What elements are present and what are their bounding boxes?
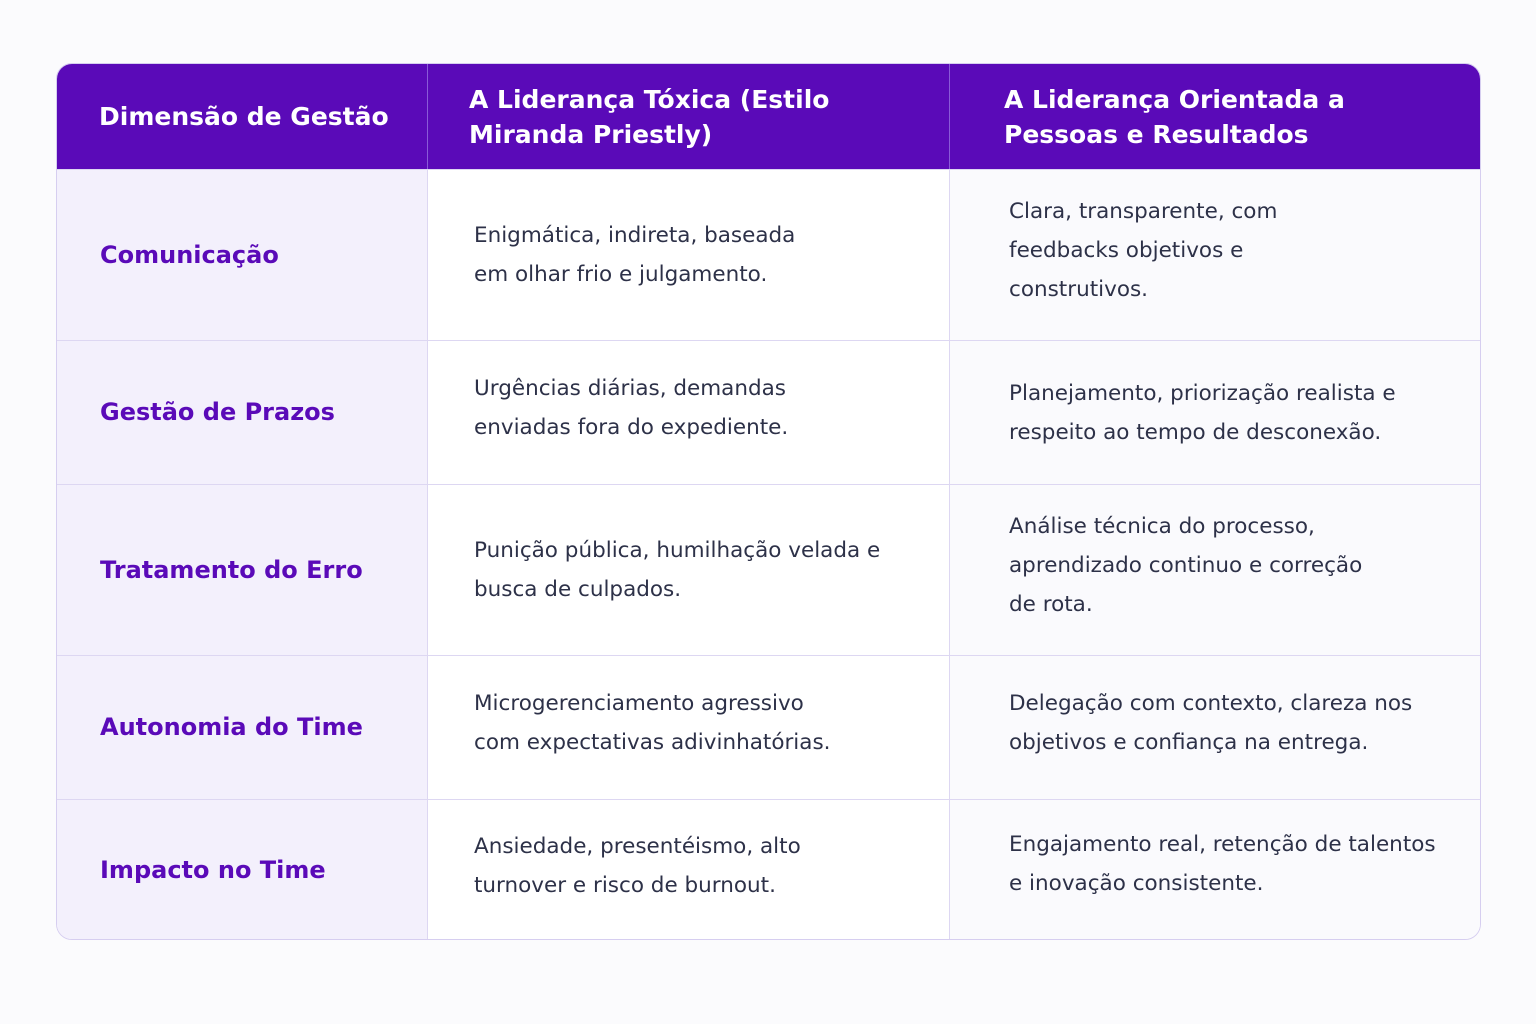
row-communication-dimension — [57, 169, 427, 340]
header-dimension-label: Dimensão de Gestão — [99, 102, 389, 131]
people-text: Planejamento, priorização realista e respeito ao tempo de desconexão. — [1009, 380, 1396, 445]
toxic-text: Punição pública, humilhação velada e busca de culpados. — [474, 538, 881, 602]
row-deadlines-dimension — [57, 340, 427, 484]
dimension-label: Tratamento do Erro — [100, 555, 363, 584]
row-deadlines-toxic — [427, 340, 949, 484]
row-error-toxic — [427, 484, 949, 655]
comparison-table — [56, 63, 1481, 940]
people-text: Clara, transparente, com feedbacks objetivos e construtivos. — [1009, 198, 1278, 302]
header-people-label: A Liderança Orientada a Pessoas e Resultados — [1004, 84, 1345, 149]
people-text: Análise técnica do processo, aprendizado continuo e correção de rota. — [1009, 513, 1363, 617]
row-communication-toxic — [427, 169, 949, 340]
header-people-leadership — [949, 64, 1481, 169]
row-impact-dimension — [57, 799, 427, 940]
toxic-text: Ansiedade, presentéismo, alto turnover e risco de burnout. — [474, 833, 801, 898]
row-error-people — [949, 484, 1481, 655]
header-toxic-label: A Liderança Tóxica (Estilo Miranda Priestly) — [469, 84, 830, 149]
row-deadlines-people — [949, 340, 1481, 484]
toxic-text: Enigmática, indireta, baseada em olhar frio e julgamento. — [474, 223, 796, 287]
row-autonomy-dimension — [57, 655, 427, 799]
people-text: Engajamento real, retenção de talentos e inovação consistente. — [1009, 831, 1436, 896]
dimension-label: Comunicação — [100, 240, 279, 269]
header-toxic-leadership — [427, 64, 949, 169]
dimension-label: Autonomia do Time — [100, 713, 363, 741]
dimension-label: Gestão de Prazos — [100, 398, 335, 426]
dimension-label: Impacto no Time — [100, 856, 326, 884]
row-impact-toxic — [427, 799, 949, 940]
header-dimension — [57, 64, 427, 169]
row-autonomy-toxic — [427, 655, 949, 799]
row-communication-people — [949, 169, 1481, 340]
people-text: Delegação com contexto, clareza nos objetivos e confiança na entrega. — [1009, 690, 1413, 755]
row-error-dimension — [57, 484, 427, 655]
toxic-text: Microgerenciamento agressivo com expectativas adivinhatórias. — [474, 690, 831, 755]
row-impact-people — [949, 799, 1481, 940]
row-autonomy-people — [949, 655, 1481, 799]
toxic-text: Urgências diárias, demandas enviadas fora do expediente. — [474, 375, 789, 440]
